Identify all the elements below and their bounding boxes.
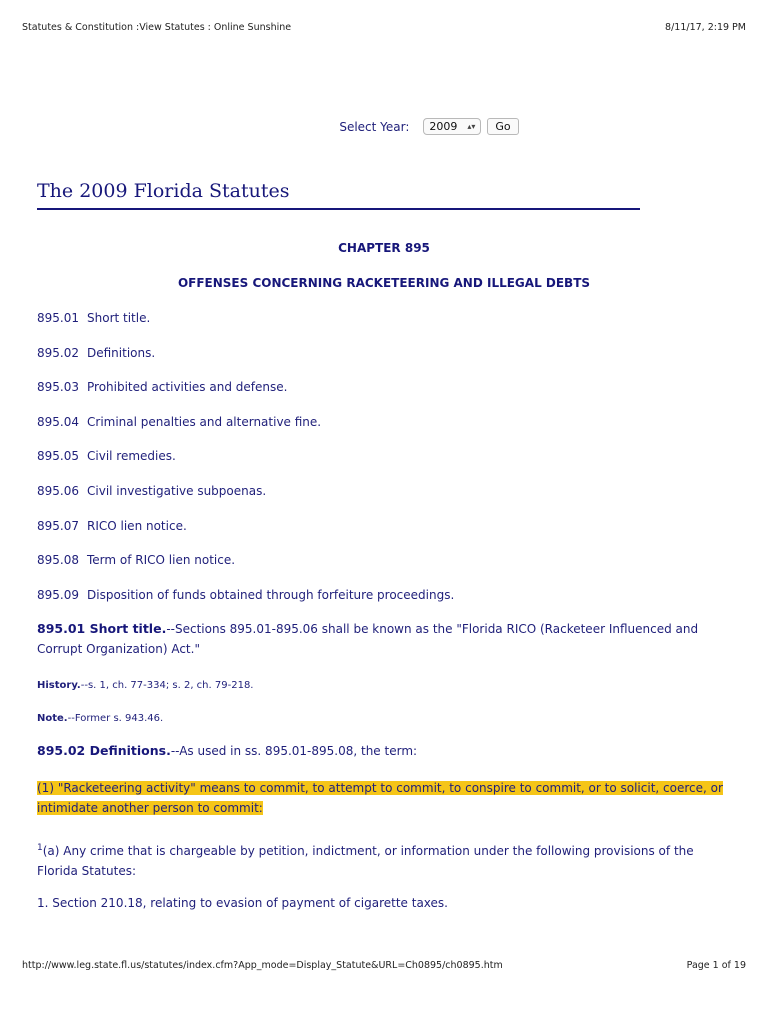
toc-item-number[interactable]: 895.08 <box>37 553 79 568</box>
highlighted-line-1: (1) "Racketeering activity" means to commit, to attempt to commit, to conspire to commit, or to solicit, coerce, or <box>37 781 723 795</box>
toc-item[interactable] <box>37 311 454 346</box>
section-895-01-text: --Sections 895.01-895.06 shall be known as the "Florida RICO (Racketeer Influenced and Corrupt Organization) Act." <box>37 622 699 656</box>
toc-item-number[interactable]: 895.09 <box>37 587 79 602</box>
toc-item-number[interactable]: 895.05 <box>37 449 79 464</box>
print-footer-page: Page 1 of 19 <box>686 960 746 971</box>
toc-item-number[interactable]: 895.02 <box>37 345 79 360</box>
toc-item-title[interactable]: Term of RICO lien notice. <box>87 553 236 568</box>
toc-item-title[interactable]: Civil investigative subpoenas. <box>87 483 267 498</box>
toc-item[interactable] <box>37 553 454 588</box>
print-footer <box>22 960 746 971</box>
toc-item-title[interactable]: Criminal penalties and alternative fine. <box>87 414 322 429</box>
toc-item-title[interactable]: Prohibited activities and defense. <box>87 380 288 395</box>
toc-item[interactable] <box>37 415 454 450</box>
section-895-02 <box>37 741 727 761</box>
section-895-02-text: --As used in ss. 895.01-895.08, the term: <box>170 744 418 758</box>
toc-item-number[interactable]: 895.04 <box>37 414 79 429</box>
toc-item[interactable] <box>37 484 454 519</box>
toc-item[interactable] <box>37 449 454 484</box>
paragraph-a-text: (a) Any crime that is chargeable by petition, indictment, or information under the following provisions of the Florida Statutes: <box>37 844 694 878</box>
note-label: Note. <box>37 713 68 724</box>
select-year-label: Select Year: <box>339 119 410 134</box>
select-arrows-icon: ▴▾ <box>467 122 476 131</box>
toc-item-title[interactable]: RICO lien notice. <box>87 518 187 533</box>
print-header <box>22 22 746 33</box>
toc-item[interactable] <box>37 519 454 554</box>
definition-paragraph-1 <box>37 778 727 818</box>
toc-item[interactable] <box>37 380 454 415</box>
toc-item-title[interactable]: Disposition of funds obtained through forfeiture proceedings. <box>87 587 455 602</box>
print-header-datetime: 8/11/17, 2:19 PM <box>665 22 746 33</box>
year-select[interactable] <box>423 118 481 135</box>
definition-item-1: 1. Section 210.18, relating to evasion of payment of cigarette taxes. <box>37 896 448 910</box>
toc-item-title[interactable]: Definitions. <box>87 345 156 360</box>
toc-item[interactable] <box>37 588 454 623</box>
toc-item-title[interactable]: Civil remedies. <box>87 449 176 464</box>
footnote-marker[interactable]: 1 <box>37 843 43 853</box>
year-selector-row <box>0 118 768 135</box>
chapter-subtitle: OFFENSES CONCERNING RACKETEERING AND ILLEGAL DEBTS <box>177 276 591 290</box>
former-note <box>37 709 727 729</box>
definition-paragraph-a <box>37 838 727 881</box>
year-select-value: 2009 <box>429 120 458 133</box>
toc-item[interactable] <box>37 346 454 381</box>
section-895-01 <box>37 619 727 659</box>
section-895-01-heading: 895.01 Short title. <box>37 621 167 636</box>
page-title: The 2009 Florida Statutes <box>37 180 640 210</box>
history-note <box>37 676 727 696</box>
chapter-heading: CHAPTER 895 <box>338 241 430 255</box>
go-button[interactable]: Go <box>487 118 518 135</box>
history-text: --s. 1, ch. 77-334; s. 2, ch. 79-218. <box>80 680 254 691</box>
print-footer-url: http://www.leg.state.fl.us/statutes/index.cfm?App_mode=Display_Statute&URL=Ch0895/ch0895.htm <box>22 960 503 971</box>
toc-item-number[interactable]: 895.06 <box>37 483 79 498</box>
table-of-contents <box>37 311 454 622</box>
section-895-02-heading: 895.02 Definitions. <box>37 743 171 758</box>
history-label: History. <box>37 680 81 691</box>
toc-item-number[interactable]: 895.03 <box>37 380 79 395</box>
toc-item-title[interactable]: Short title. <box>87 311 151 325</box>
note-text: --Former s. 943.46. <box>67 713 164 724</box>
highlighted-line-2: intimidate another person to commit: <box>37 801 263 815</box>
toc-item-number[interactable]: 895.01 <box>37 311 79 325</box>
print-header-title: Statutes & Constitution :View Statutes : Online Sunshine <box>22 22 292 33</box>
toc-item-number[interactable]: 895.07 <box>37 518 79 533</box>
